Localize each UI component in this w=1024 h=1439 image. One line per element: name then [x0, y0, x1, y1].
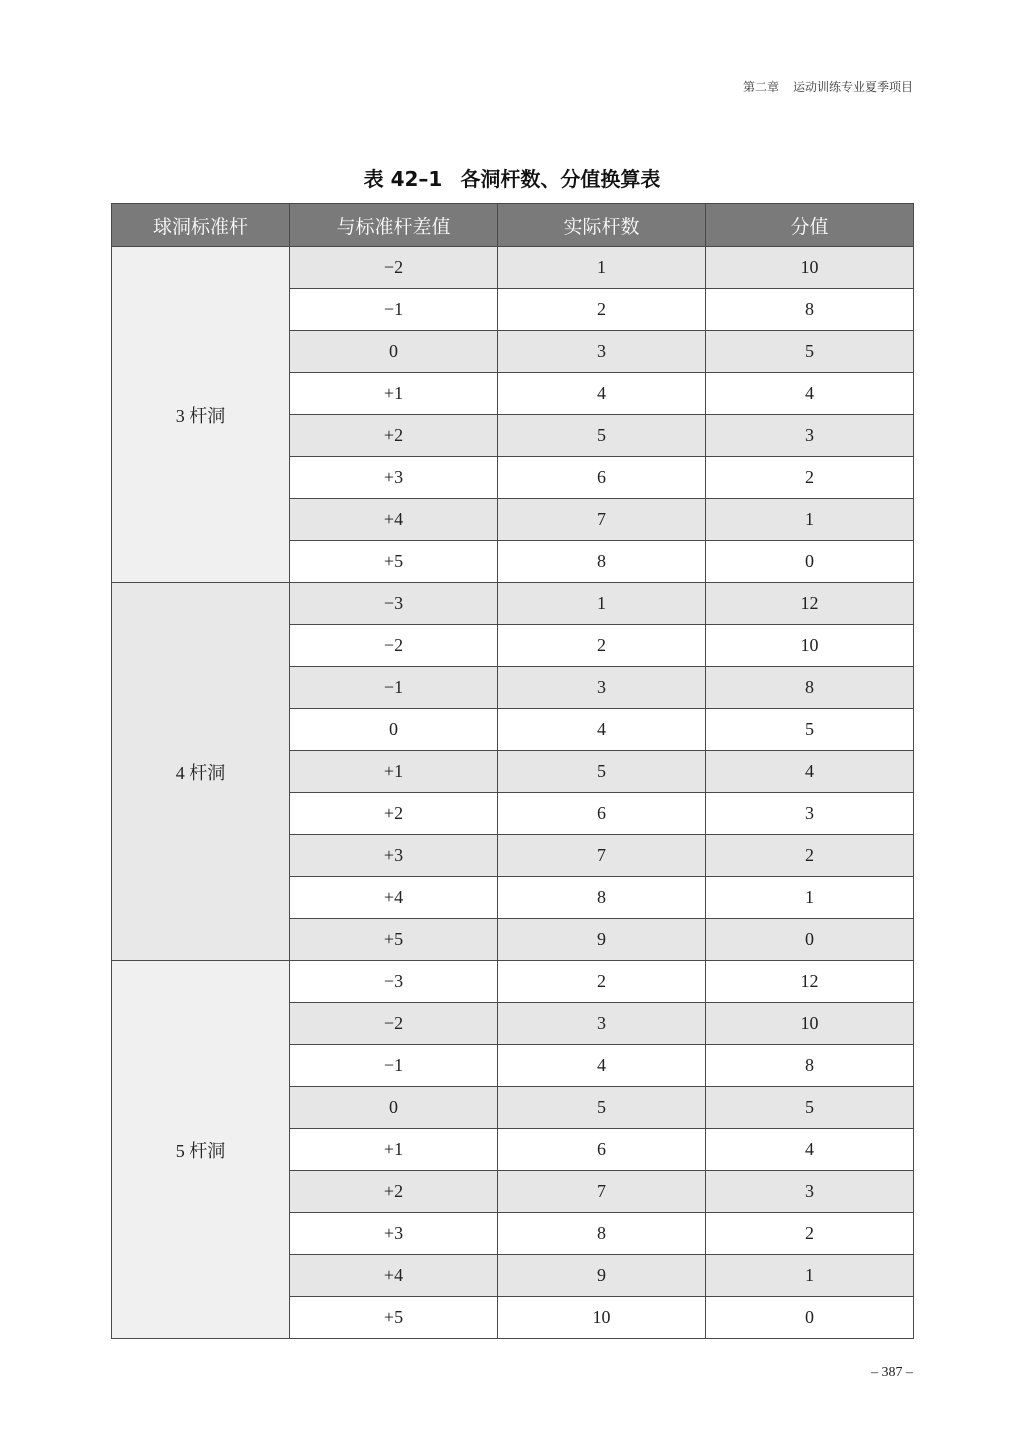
actual-strokes-cell: 5	[498, 415, 706, 457]
par-difference-cell: 0	[290, 331, 498, 373]
score-cell: 0	[706, 541, 914, 583]
score-cell: 3	[706, 793, 914, 835]
score-cell: 4	[706, 373, 914, 415]
actual-strokes-cell: 9	[498, 1255, 706, 1297]
actual-strokes-cell: 8	[498, 877, 706, 919]
score-cell: 12	[706, 961, 914, 1003]
column-header: 与标准杆差值	[290, 204, 498, 247]
page-number: – 387 –	[871, 1365, 913, 1380]
score-cell: 1	[706, 877, 914, 919]
table-caption-text: 各洞杆数、分值换算表	[460, 167, 661, 191]
hole-par-group-cell: 4 杆洞	[112, 583, 290, 961]
actual-strokes-cell: 5	[498, 1087, 706, 1129]
actual-strokes-cell: 8	[498, 541, 706, 583]
par-difference-cell: +2	[290, 793, 498, 835]
score-cell: 0	[706, 1297, 914, 1339]
actual-strokes-cell: 7	[498, 1171, 706, 1213]
score-cell: 0	[706, 919, 914, 961]
score-cell: 4	[706, 1129, 914, 1171]
actual-strokes-cell: 6	[498, 1129, 706, 1171]
actual-strokes-cell: 10	[498, 1297, 706, 1339]
actual-strokes-cell: 2	[498, 625, 706, 667]
par-difference-cell: −3	[290, 961, 498, 1003]
table-header-row	[112, 204, 914, 247]
running-header	[743, 78, 913, 95]
actual-strokes-cell: 1	[498, 583, 706, 625]
actual-strokes-cell: 5	[498, 751, 706, 793]
score-cell: 4	[706, 751, 914, 793]
par-difference-cell: −1	[290, 1045, 498, 1087]
score-cell: 10	[706, 1003, 914, 1045]
actual-strokes-cell: 6	[498, 457, 706, 499]
par-difference-cell: +5	[290, 541, 498, 583]
score-cell: 3	[706, 415, 914, 457]
score-cell: 2	[706, 457, 914, 499]
score-cell: 2	[706, 835, 914, 877]
score-cell: 8	[706, 667, 914, 709]
table-caption	[0, 163, 1024, 192]
actual-strokes-cell: 9	[498, 919, 706, 961]
actual-strokes-cell: 2	[498, 961, 706, 1003]
actual-strokes-cell: 3	[498, 331, 706, 373]
score-cell: 1	[706, 499, 914, 541]
par-difference-cell: −2	[290, 247, 498, 289]
par-difference-cell: +1	[290, 373, 498, 415]
table-caption-number: 表 42–1	[363, 167, 443, 191]
par-difference-cell: +2	[290, 1171, 498, 1213]
score-cell: 8	[706, 289, 914, 331]
column-header: 球洞标准杆	[112, 204, 290, 247]
actual-strokes-cell: 7	[498, 835, 706, 877]
par-difference-cell: +3	[290, 1213, 498, 1255]
par-difference-cell: −1	[290, 289, 498, 331]
par-difference-cell: −2	[290, 625, 498, 667]
score-cell: 1	[706, 1255, 914, 1297]
score-cell: 12	[706, 583, 914, 625]
par-difference-cell: +2	[290, 415, 498, 457]
par-difference-cell: +4	[290, 499, 498, 541]
table-body	[112, 247, 914, 1339]
actual-strokes-cell: 1	[498, 247, 706, 289]
par-difference-cell: 0	[290, 1087, 498, 1129]
actual-strokes-cell: 2	[498, 289, 706, 331]
par-difference-cell: +1	[290, 751, 498, 793]
par-difference-cell: +3	[290, 457, 498, 499]
actual-strokes-cell: 4	[498, 373, 706, 415]
score-cell: 5	[706, 331, 914, 373]
par-difference-cell: −1	[290, 667, 498, 709]
par-difference-cell: 0	[290, 709, 498, 751]
score-cell: 5	[706, 1087, 914, 1129]
column-header: 实际杆数	[498, 204, 706, 247]
par-difference-cell: −3	[290, 583, 498, 625]
actual-strokes-cell: 8	[498, 1213, 706, 1255]
column-header: 分值	[706, 204, 914, 247]
score-cell: 10	[706, 247, 914, 289]
score-cell: 5	[706, 709, 914, 751]
score-cell: 2	[706, 1213, 914, 1255]
actual-strokes-cell: 3	[498, 1003, 706, 1045]
actual-strokes-cell: 6	[498, 793, 706, 835]
section-label: 运动训练专业夏季项目	[792, 80, 913, 94]
table-row	[112, 247, 914, 289]
actual-strokes-cell: 4	[498, 709, 706, 751]
par-difference-cell: +5	[290, 1297, 498, 1339]
par-difference-cell: +3	[290, 835, 498, 877]
score-cell: 8	[706, 1045, 914, 1087]
hole-par-group-cell: 5 杆洞	[112, 961, 290, 1339]
table-row	[112, 583, 914, 625]
actual-strokes-cell: 7	[498, 499, 706, 541]
actual-strokes-cell: 3	[498, 667, 706, 709]
chapter-label: 第二章	[742, 80, 779, 94]
table-row	[112, 961, 914, 1003]
par-difference-cell: +5	[290, 919, 498, 961]
actual-strokes-cell: 4	[498, 1045, 706, 1087]
par-difference-cell: +1	[290, 1129, 498, 1171]
hole-par-group-cell: 3 杆洞	[112, 247, 290, 583]
score-cell: 10	[706, 625, 914, 667]
par-difference-cell: −2	[290, 1003, 498, 1045]
score-cell: 3	[706, 1171, 914, 1213]
score-conversion-table	[111, 203, 914, 1339]
par-difference-cell: +4	[290, 877, 498, 919]
par-difference-cell: +4	[290, 1255, 498, 1297]
